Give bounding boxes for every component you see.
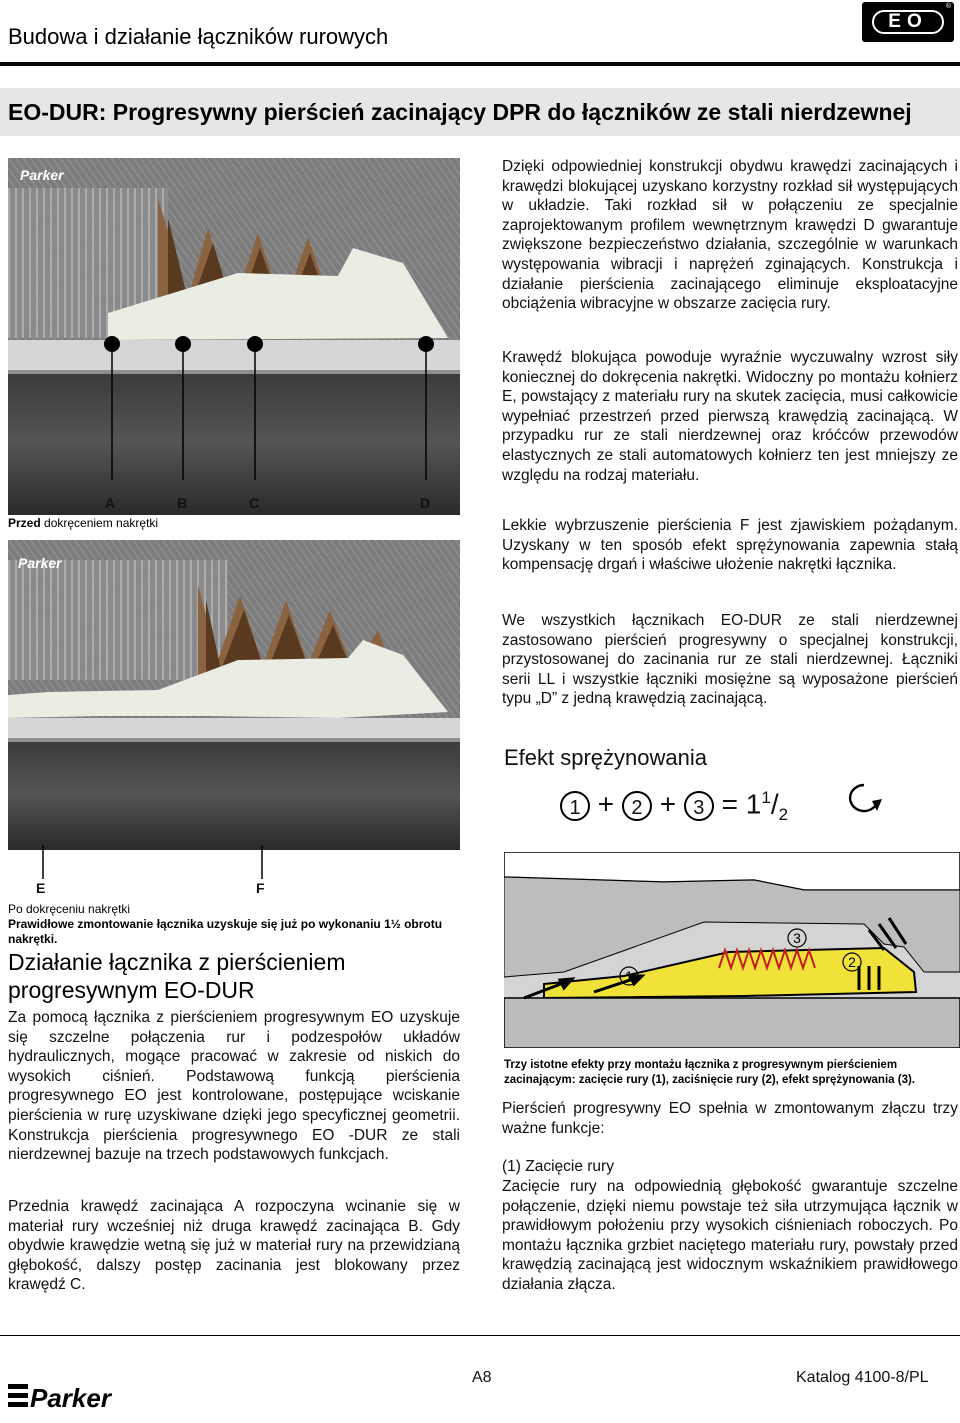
- markers-abcd: [0, 330, 460, 490]
- eo-logo: [862, 2, 954, 42]
- diagram-caption-line2: zacinającym: zacięcie rury (1), zaciśnięcie rury (2), efekt sprężynowania (3).: [504, 1074, 915, 1086]
- marker-label-f: F: [256, 880, 265, 896]
- diagram-number-3: 3: [793, 930, 801, 946]
- diagram-number-2: 2: [848, 954, 856, 970]
- paragraph-force-distribution: Dzięki odpowiedniej konstrukcji obydwu krawędzi zacinających i krawędzi blokującej uzyskano korzystny rozkład sił występujących w układzie. Taki rozkład sił w połączeniu ze specjalnie zaprojektowanym profilem wewnętrznym krawędzi D gwarantuje zwiększone bezpieczeństwo działania, szczególnie w warunkach występowania wibracji i naprężeń zginających. Konstrukcja i działanie pierścienia zacinającego eliminuje eksploatacyjne obciążenia wibracyjne w obszarze zacięcia rury.: [502, 158, 958, 313]
- caption-before-rest: dokręceniem nakrętki: [40, 516, 159, 530]
- main-title: EO-DUR: Progresywny pierścień zacinający DPR do łączników ze stali nierdzewnej: [8, 99, 912, 125]
- marker-label-a: A: [105, 495, 116, 511]
- spring-effect-diagram: [504, 852, 960, 1048]
- page-header-title: Budowa i działanie łączników rurowych: [8, 24, 389, 49]
- section-heading: Działanie łącznika z pierścieniem progresywnym EO-DUR: [8, 949, 346, 1003]
- circled-number-1: 1: [560, 791, 590, 821]
- parker-watermark-2: Parker: [18, 555, 62, 571]
- turns-frac-num: 1: [761, 788, 771, 807]
- caption-after-line1: Po dokręceniu nakrętki: [8, 902, 131, 916]
- marker-label-b: B: [177, 495, 188, 511]
- caption-after-line2: Prawidłowe zmontowanie łącznika uzyskuje się już po wykonaniu 1½ obrotu nakrętki.: [8, 917, 443, 946]
- parker-watermark: Parker: [20, 167, 64, 183]
- spring-effect-formula: [560, 778, 890, 824]
- footer-rule: [0, 1335, 960, 1336]
- catalog-number: Katalog 4100-8/PL: [796, 1369, 929, 1386]
- registered-mark: ®: [945, 3, 951, 10]
- marker-label-c: C: [249, 495, 260, 511]
- diagram-number-1: 1: [625, 968, 633, 984]
- functions-intro: Pierścień progresywny EO spełnia w zmontowanym złączu trzy ważne funkcje:: [502, 1100, 958, 1137]
- photo2-caption: [8, 902, 468, 947]
- circled-number-3: 3: [684, 791, 714, 821]
- marker-label-e: E: [36, 880, 46, 896]
- circled-number-2: 2: [622, 791, 652, 821]
- paragraph-eo-dur-fittings: We wszystkich łącznikach EO-DUR ze stali nierdzewnej zastosowano pierścień progresywny o specjalnej konstrukcji, przystosowanej do zacinania rur ze stali nierdzewnej. Łączniki serii LL i wszystkie łączniki mosiężne są wyposażone pierścień typu „D” z jedną krawędzią zacinającą.: [502, 612, 958, 708]
- spring-effect-title: Efekt sprężynowania: [504, 745, 707, 770]
- page-number: A8: [472, 1369, 492, 1386]
- paragraph-ring-bulge: Lekkie wybrzuszenie pierścienia F jest zjawiskiem pożądanym. Uzyskany w ten sposób efekt sprężynowania zapewnia stałą kompensację drgań i właściwe ułożenie nakrętki łącznika.: [502, 517, 958, 574]
- eo-logo-text: EO: [872, 10, 944, 34]
- turns-frac-slash: /: [770, 788, 779, 820]
- plus-sign-1: +: [597, 788, 615, 820]
- turns-whole: 1: [745, 788, 762, 820]
- function-1-text: Zacięcie rury na odpowiednią głębokość gwarantuje szczelne połączenie, dzięki niemu powstaje też siła utrzymująca łącznik w prawidłowym położeniu przy wysokich ciśnieniach roboczych. Po montażu łącznika grzbiet naciętego materiału rury, powstały przed krawędzią zacinającą jest widocznym wskaźnikiem prawidłowego działania złącza.: [502, 1178, 958, 1293]
- equals-sign: =: [721, 788, 738, 820]
- paragraph-locking-edge: Krawędź blokująca powoduje wyraźnie wyczuwalny wzrost siły koniecznej do dokręcenia nakrętki. Widoczny po montażu kołnierz E, powstający z materiału rury na skutek zacięcia, musi całkowicie wypełniać przestrzeń przed pierwszą krawędzią zacinającą. W przypadku rur ze stali nierdzewnej oraz króćców przewodów elastycznych ze stali automatowych kołnierz ten jest mniejszy ze względu na rodzaj materiału.: [502, 349, 958, 484]
- photo1-caption: [8, 516, 158, 531]
- plus-sign-2: +: [659, 788, 677, 820]
- diagram-caption: [504, 1058, 960, 1088]
- function-1-title: (1) Zacięcie rury: [502, 1158, 614, 1175]
- turns-frac-den: 2: [778, 804, 789, 824]
- paragraph-progressive-ring: Za pomocą łącznika z pierścieniem progresywnym EO uzyskuje się szczelne połączenia rur i podzespołów układów hydraulicznych, mogące pracować w zakresie od niskich do wysokich ciśnień. Podstawową funkcją pierścienia progresywnego EO jest kontrolowane, postępujące wciskanie pierścienia w rurę uzyskiwane dzięki jego specyficznej geometrii. Konstrukcja pierścienia progresywnego EO -DUR ze stali nierdzewnej bazuje na trzech podstawowych funkcjach.: [8, 1009, 460, 1164]
- parker-logo-text: Parker: [30, 1383, 111, 1413]
- paragraph-cutting-edges: Przednia krawędź zacinająca A rozpoczyna wcinanie się w materiał rury wcześniej niż druga krawędź zacinająca B. Gdy obydwie krawędzie wetną się już w materiał rury na przewidzianą głębokość, dalszy postęp zacinania jest blokowany przez krawędź C.: [8, 1198, 460, 1294]
- photo-after-tightening: [8, 540, 460, 850]
- caption-before-bold: Przed: [8, 516, 41, 530]
- rotation-arrow-icon: [844, 781, 884, 817]
- markers-ef: [0, 845, 460, 885]
- parker-logo: [8, 1378, 138, 1414]
- header-rule: [0, 62, 960, 66]
- marker-label-d: D: [420, 495, 431, 511]
- diagram-caption-line1: Trzy istotne efekty przy montażu łącznika z progresywnym pierścieniem: [504, 1059, 898, 1071]
